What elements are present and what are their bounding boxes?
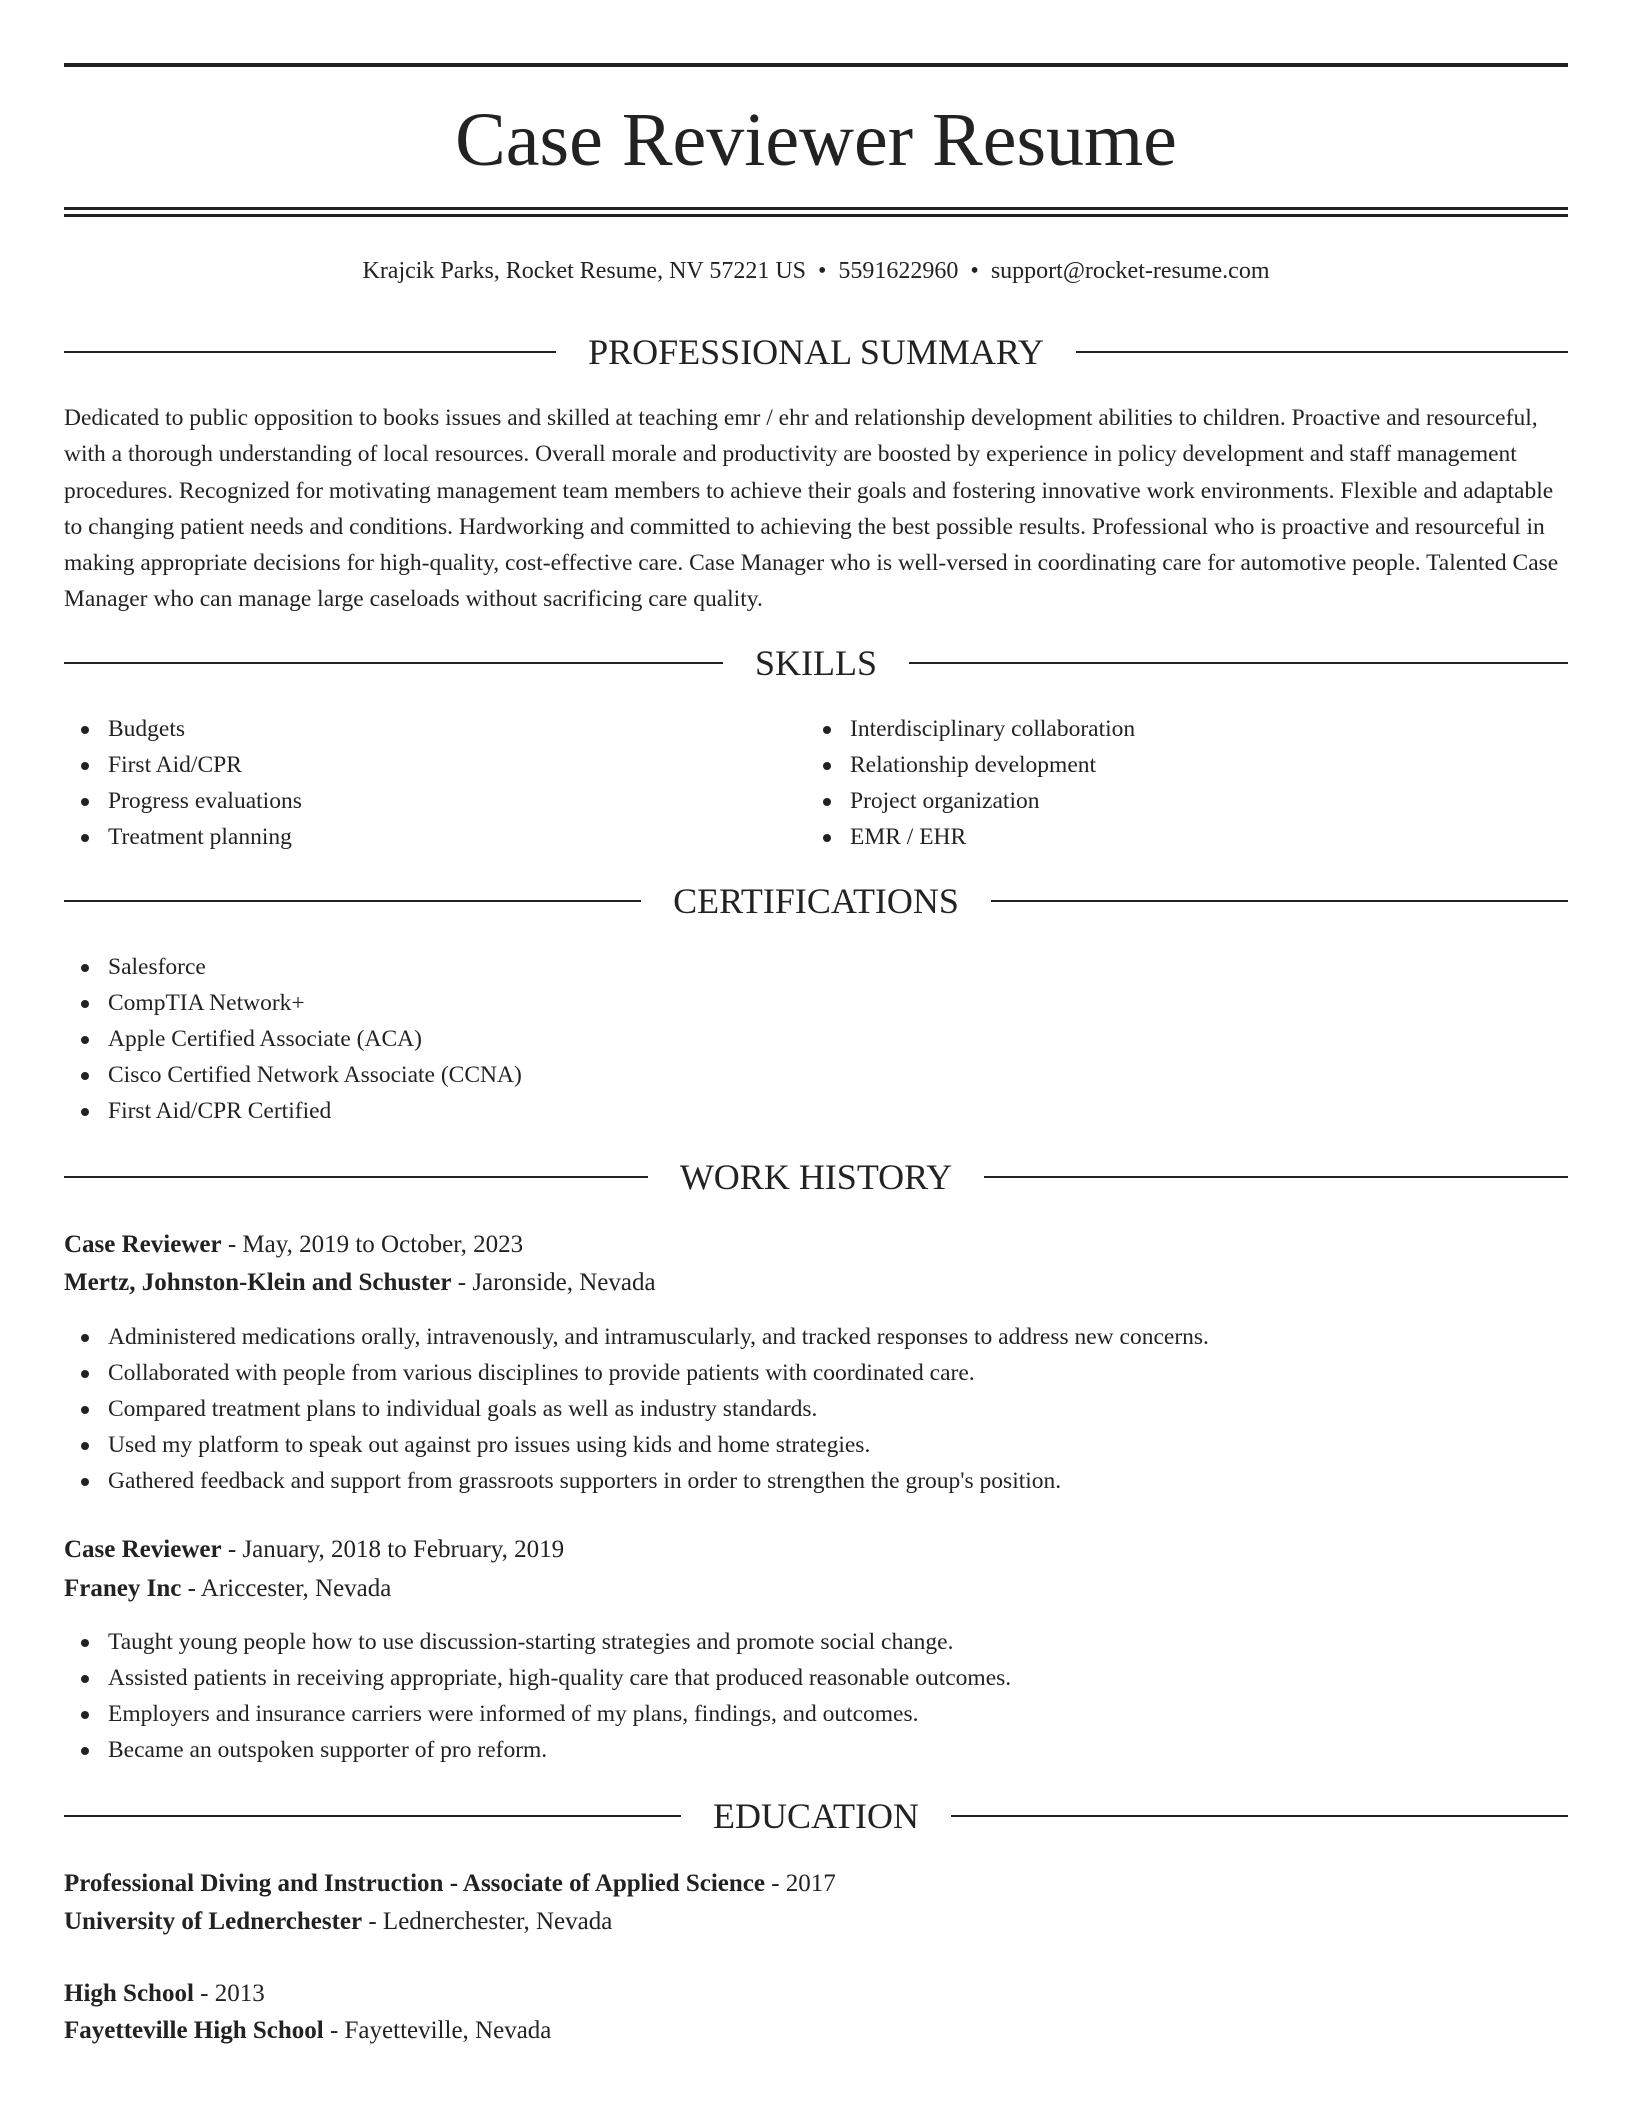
- education-school-line: [64, 1904, 1568, 1940]
- certification-item: Salesforce: [64, 949, 1064, 985]
- job-company-line: [64, 1571, 1568, 1607]
- education-school-line: [64, 2013, 1568, 2049]
- job-company: Mertz, Johnston-Klein and Schuster: [64, 1269, 452, 1296]
- skills-heading-label: SKILLS: [755, 643, 878, 683]
- top-rule: [64, 63, 1568, 67]
- heading-rule: [951, 1815, 1568, 1817]
- resume-title: Case Reviewer Resume: [455, 98, 1177, 182]
- job-title-line: [64, 1227, 1568, 1263]
- skill-item: Budgets: [64, 711, 764, 747]
- contact-phone: 5591622960: [838, 258, 959, 284]
- education-school: Fayetteville High School: [64, 2017, 324, 2044]
- job-location: - Ariccester, Nevada: [181, 1575, 392, 1602]
- skill-item: Progress evaluations: [64, 783, 764, 819]
- job-dates: - January, 2018 to February, 2019: [221, 1536, 565, 1563]
- job-bullet: Compared treatment plans to individual goals as well as industry standards.: [64, 1391, 1568, 1427]
- heading-rule: [909, 662, 1568, 664]
- education-location: - Lednerchester, Nevada: [362, 1908, 613, 1935]
- job-company: Franey Inc: [64, 1575, 182, 1602]
- education-heading: [64, 1794, 1568, 1838]
- job-bullet: Gathered feedback and support from grassroots supporters in order to strengthen the group's position.: [64, 1463, 1568, 1499]
- education-year: - 2017: [764, 1870, 836, 1897]
- summary-text: Dedicated to public opposition to books issues and skilled at teaching emr / ehr and relationship development abilities to children. Proactive and resourceful, with a thorough understanding of local resources. Overall morale and productivity are boosted by experience in policy development and staff management procedures. Recognized for motivating management team members to achieve their goals and fostering innovative work environments. Flexible and adaptable to changing patient needs and conditions. Hardworking and committed to achieving the best possible results. Professional who is proactive and resourceful in making appropriate decisions for high-quality, cost-effective care. Case Manager who is well-versed in coordinating care for automotive people. Talented Case Manager who can manage large caseloads without sacrificing care quality.: [64, 405, 1559, 613]
- education-degree-line: [64, 1866, 1568, 1902]
- skills-list-right: [806, 711, 1506, 855]
- contact-separator: •: [818, 258, 827, 284]
- skill-item: EMR / EHR: [806, 819, 1506, 855]
- heading-rule: [64, 1176, 648, 1178]
- work-heading-label: WORK HISTORY: [679, 1157, 953, 1197]
- contact-separator: •: [970, 258, 979, 284]
- education-degree: High School: [64, 1980, 194, 2007]
- heading-rule: [984, 1176, 1568, 1178]
- skill-item: Relationship development: [806, 747, 1506, 783]
- heading-rule: [991, 900, 1568, 902]
- job-bullet: Used my platform to speak out against pro issues using kids and home strategies.: [64, 1427, 1568, 1463]
- job-bullet: Administered medications orally, intravenously, and intramuscularly, and tracked responses to address new concerns.: [64, 1319, 1568, 1355]
- job-title-line: [64, 1532, 1568, 1568]
- education-location: - Fayetteville, Nevada: [323, 2017, 552, 2044]
- summary-heading: [64, 330, 1568, 374]
- heading-rule: [64, 900, 641, 902]
- education-heading-label: EDUCATION: [713, 1796, 919, 1836]
- contact-line: [64, 255, 1568, 287]
- skill-item: Treatment planning: [64, 819, 764, 855]
- heading-rule: [64, 662, 723, 664]
- job-bullet: Collaborated with people from various disciplines to provide patients with coordinated care.: [64, 1355, 1568, 1391]
- title-rule-upper: [64, 207, 1568, 210]
- job-location: - Jaronside, Nevada: [451, 1269, 656, 1296]
- certifications-heading: [64, 879, 1568, 923]
- certification-item: Cisco Certified Network Associate (CCNA): [64, 1057, 1064, 1093]
- education-school: University of Lednerchester: [64, 1908, 363, 1935]
- job-bullets: [64, 1319, 1568, 1499]
- certification-item: First Aid/CPR Certified: [64, 1093, 1064, 1129]
- heading-rule: [64, 1815, 681, 1817]
- job-bullet: Employers and insurance carriers were informed of my plans, findings, and outcomes.: [64, 1696, 1568, 1732]
- job-dates: - May, 2019 to October, 2023: [221, 1231, 524, 1258]
- job-bullet: Became an outspoken supporter of pro reform.: [64, 1732, 1568, 1768]
- job-role: Case Reviewer: [64, 1536, 222, 1563]
- job-company-line: [64, 1265, 1568, 1301]
- heading-rule: [1076, 351, 1568, 353]
- title-rule-lower: [64, 214, 1568, 217]
- skill-item: Interdisciplinary collaboration: [806, 711, 1506, 747]
- skill-item: First Aid/CPR: [64, 747, 764, 783]
- education-degree-line: [64, 1976, 1568, 2012]
- certification-item: Apple Certified Associate (ACA): [64, 1021, 1064, 1057]
- education-year: - 2013: [193, 1980, 265, 2007]
- certifications-list: [64, 949, 1064, 1129]
- certifications-heading-label: CERTIFICATIONS: [673, 881, 959, 921]
- heading-rule: [64, 351, 556, 353]
- job-bullet: Taught young people how to use discussion-starting strategies and promote social change.: [64, 1624, 1568, 1660]
- contact-address: Krajcik Parks, Rocket Resume, NV 57221 US: [362, 258, 806, 284]
- skills-heading: [64, 641, 1568, 685]
- skill-item: Project organization: [806, 783, 1506, 819]
- job-bullets: [64, 1624, 1568, 1768]
- skills-list-left: [64, 711, 764, 855]
- job-role: Case Reviewer: [64, 1231, 222, 1258]
- contact-email: support@rocket-resume.com: [990, 258, 1270, 284]
- work-heading: [64, 1155, 1568, 1199]
- job-bullet: Assisted patients in receiving appropriate, high-quality care that produced reasonable outcomes.: [64, 1660, 1568, 1696]
- education-degree: Professional Diving and Instruction - Associate of Applied Science: [64, 1870, 765, 1897]
- certification-item: CompTIA Network+: [64, 985, 1064, 1021]
- summary-heading-label: PROFESSIONAL SUMMARY: [588, 332, 1044, 372]
